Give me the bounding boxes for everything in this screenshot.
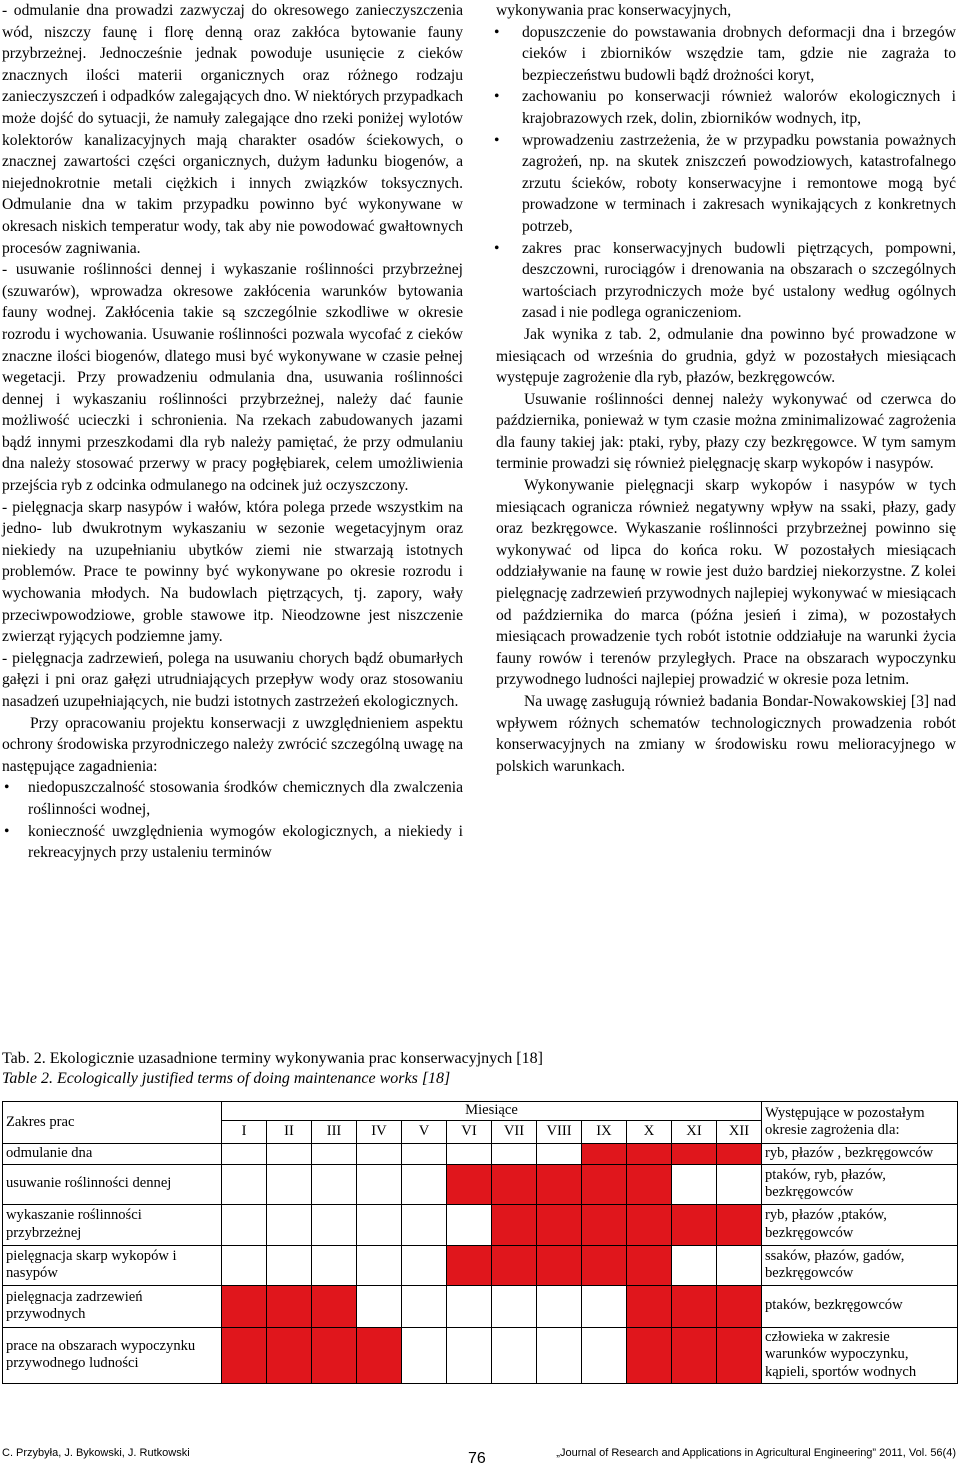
month-cell-active [627,1164,672,1204]
month-header-I: I [222,1120,267,1143]
month-header-X: X [627,1120,672,1143]
month-cell-empty [717,1164,762,1204]
table-row [3,1245,958,1285]
month-cell-empty [357,1204,402,1245]
left-paragraph: Przy opracowaniu projektu konserwacji z uwzględnieniem aspektu ochrony środowiska przyrodniczego należy zwrócić szczególną uwagę na następujące zagadnienia: [2,714,463,775]
row-threats-cell: ptaków, ryb, płazów, bezkręgowców [762,1164,958,1204]
table-caption-polish: Tab. 2. Ekologicznie uzasadnione terminy wykonywania prac konserwacyjnych [18] [2,1050,543,1067]
month-cell-empty [222,1164,267,1204]
month-cell-active [447,1164,492,1204]
month-cell-active [627,1285,672,1327]
right-paragraph: Na uwagę zasługują również badania Bondar-Nowakowskiej [3] nad wpływem różnych schematów technologicznych prowadzenia robót konserwacyjnych na zmiany w środowisku rowu melioracyjnego w polskich warunkach. [496,693,956,775]
month-cell-empty [537,1143,582,1164]
month-cell-empty [447,1285,492,1327]
header-scope: Zakres prac [3,1102,222,1144]
month-cell-empty [402,1285,447,1327]
row-threats-cell: człowieka w zakresie warunków wypoczynku, kąpieli, sportów wodnych [762,1327,958,1383]
month-cell-active [537,1204,582,1245]
row-scope-cell: wykaszanie roślinności przybrzeżnej [3,1204,222,1245]
footer-journal: „Journal of Research and Applications in Agricultural Engineering” 2011, Vol. 56(4) [556,1447,956,1459]
row-scope-cell: pielęgnacja skarp wykopów i nasypów [3,1245,222,1285]
footer-authors: C. Przybyła, J. Bykowski, J. Rutkowski [2,1447,190,1459]
month-cell-active [672,1143,717,1164]
month-cell-empty [267,1245,312,1285]
header-threats: Występujące w pozostałym okresie zagrożenia dla: [762,1102,958,1144]
month-cell-empty [402,1327,447,1383]
month-cell-active [222,1327,267,1383]
month-cell-empty [357,1245,402,1285]
month-cell-active [672,1285,717,1327]
month-cell-empty [402,1204,447,1245]
month-header-XI: XI [672,1120,717,1143]
month-cell-empty [312,1164,357,1204]
left-paragraph: - usuwanie roślinności dennej i wykaszanie roślinności przybrzeżnej (szuwarów), wprowadza okresowe zakłócenia warunków bytowania fauny wodnej. Zakłócenia takie są szczególnie szkodliwe w okresie rozrodu i wychowania. Usuwanie roślinności pozwala wycofać z cieków znaczne ilości biogenów, dlatego musi być wykonywane w czasie pełnej wegetacji. Przy prowadzeniu odmulania dna, usuwania roślinności dennej i wykaszaniu roślinności przybrzeżnej, należy dać faunie możliwość ucieczki i schronienia. Na rzekach zabudowanych jazami bądź innymi przeszkodami dla ryb należy pamiętać, że przy odmulaniu dna należy stosować przerwy w pracy pogłębiarek, celem umożliwienia przejścia ryb z odcinka odmulanego na odcinek już oczyszczony. [2,261,463,495]
month-cell-empty [267,1204,312,1245]
row-threats-cell: ryb, płazów ,ptaków, bezkręgowców [762,1204,958,1245]
month-cell-active [222,1285,267,1327]
row-scope-cell: pielęgnacja zadrzewień przywodnych [3,1285,222,1327]
table-row [3,1285,958,1327]
month-cell-empty [312,1143,357,1164]
month-cell-empty [492,1327,537,1383]
row-scope-cell: prace na obszarach wypoczynku przywodnego ludności [3,1327,222,1383]
maintenance-schedule-table [2,1101,958,1384]
month-cell-active [582,1143,627,1164]
month-cell-empty [222,1204,267,1245]
table-row [3,1204,958,1245]
right-paragraph: Usuwanie roślinności dennej należy wykonywać od czerwca do października, ponieważ w tym czasie można zminimalizować zagrożenia dla fauny takiej jak: ptaki, ryby, płazy czy bezkręgowce. W tym samym terminie prowadzi się również pielęgnację skarp wykopów i nasypów. [496,390,956,473]
table-row [3,1143,958,1164]
month-header-XII: XII [717,1120,762,1143]
month-cell-active [717,1143,762,1164]
month-header-V: V [402,1120,447,1143]
month-cell-active [357,1327,402,1383]
right-paragraph: Jak wynika z tab. 2, odmulanie dna powinno być prowadzone w miesiącach od września do grudnia, gdyż w pozostałych miesiącach występuje zagrożenie dla ryb, płazów, bezkręgowców. [496,325,956,387]
month-cell-active [537,1245,582,1285]
month-cell-empty [222,1245,267,1285]
month-cell-empty [672,1245,717,1285]
left-paragraph: - pielęgnacja skarp nasypów i wałów, która polega przede wszystkim na jedno- lub dwukrotnym wykaszaniu w sezonie wegetacyjnym oraz niekiedy na uzupełnianiu ubytków ziemi nie stwarzają istotnych problemów. Prace te powinny być wykonywane po okresie rozrodu i wychowania młodych. Na budowlach piętrzących, tj. zapory, wały przeciwpowodziowe, groble stawowe itp. Nieodzowne jest niszczenie zwierząt ryjących podziemne jamy. [2,498,463,646]
month-cell-active [447,1245,492,1285]
month-cell-empty [672,1164,717,1204]
month-header-VIII: VIII [537,1120,582,1143]
right-paragraph: Wykonywanie pielęgnacji skarp wykopów i nasypów w tych miesiącach ogranicza również negatywny wpływ na ssaki, płazy, gady oraz bezkręgowce. Wykaszanie roślinności przybrzeżnej powinno się wykonywać od lipca do końca roku. W pozostałych miesiącach oddziaływanie na faunę w rowie jest dużo bardziej niekorzystne. Z kolei pielęgnację zadrzewień przywodnych najlepiej wykonywać w miesiącach od października do marca (późna jesień i zima), w pozostałych miesiącach prowadzenie tych robót istotnie oddziałuje na warunki życia fauny rowów i terenów przyległych. Prace na obszarach wypoczynku przywodnego ludności najlepiej prowadzić w okresie poza letnim. [496,477,956,689]
right-paragraph: wykonywania prac konserwacyjnych, [496,2,732,19]
month-header-IX: IX [582,1120,627,1143]
row-threats-cell: ssaków, płazów, gadów, bezkręgowców [762,1245,958,1285]
month-cell-empty [312,1204,357,1245]
month-header-III: III [312,1120,357,1143]
month-cell-empty [492,1285,537,1327]
right-bullet-item: • zachowaniu po konserwacji również walorów ekologicznych i krajobrazowych rzek, dolin, zbiorników wodnych, itp, [496,86,956,129]
row-scope-cell: usuwanie roślinności dennej [3,1164,222,1204]
right-bullet-item: • zakres prac konserwacyjnych budowli piętrzących, pompowni, deszczowni, rurociągów i drenowania na obszarach o szczególnych wartościach przyrodniczych może być ustalony według ogólnych zasad i nie podlega ograniczeniom. [496,238,956,324]
month-cell-active [627,1204,672,1245]
month-cell-active [717,1285,762,1327]
month-header-IV: IV [357,1120,402,1143]
month-cell-empty [357,1164,402,1204]
month-cell-active [717,1327,762,1383]
row-threats-cell: ryb, płazów , bezkręgowców [762,1143,958,1164]
month-cell-active [717,1204,762,1245]
month-cell-empty [402,1164,447,1204]
month-cell-empty [582,1327,627,1383]
month-header-VII: VII [492,1120,537,1143]
month-cell-active [627,1143,672,1164]
month-cell-active [492,1245,537,1285]
month-header-II: II [267,1120,312,1143]
month-cell-empty [717,1245,762,1285]
month-cell-active [492,1204,537,1245]
table-caption-english: Table 2. Ecologically justified terms of doing maintenance works [18] [2,1070,451,1087]
left-text-column [2,0,463,864]
left-bullet-item: • konieczność uwzględnienia wymogów ekologicznych, a niekiedy i rekreacyjnych przy ustaleniu terminów [2,821,463,864]
row-threats-cell: ptaków, bezkręgowców [762,1285,958,1327]
month-cell-active [312,1327,357,1383]
month-header-VI: VI [447,1120,492,1143]
month-cell-empty [267,1143,312,1164]
month-cell-empty [312,1245,357,1285]
table-row [3,1164,958,1204]
month-cell-active [627,1245,672,1285]
table-header-row-1 [3,1102,958,1121]
month-cell-active [582,1245,627,1285]
right-bullet-item: • wprowadzeniu zastrzeżenia, że w przypadku powstania poważnych zagrożeń, np. na skutek zniszczeń powodziowych, katastrofalnego zrzutu ścieków, roboty konserwacyjne i remontowe mogą być prowadzone w terminach i zakresach wynikających z konkretnych potrzeb, [496,130,956,238]
header-months: Miesiące [222,1102,762,1121]
month-cell-active [537,1164,582,1204]
left-paragraph: - pielęgnacja zadrzewień, polega na usuwaniu chorych bądź obumarłych gałęzi i pni oraz gałęzi utrudniających przepływ wody oraz stosowaniu nasadzeń uzupełniających, nie budzi istotnych zastrzeżeń ekologicznych. [2,649,463,710]
right-bullet-item: • dopuszczenie do powstawania drobnych deformacji dna i brzegów cieków i zbiorników wszędzie tam, gdzie nie zagraża to bezpieczeństwu budowli bądź drożności koryt, [496,22,956,87]
month-cell-empty [267,1164,312,1204]
month-cell-empty [357,1143,402,1164]
month-cell-empty [492,1143,537,1164]
left-paragraph: - odmulanie dna prowadzi zazwyczaj do okresowego zanieczyszczenia wód, niszczy faunę i florę denną oraz zakłóca bytowanie fauny przybrzeżnej. Jednocześnie jednak powoduje usunięcie z cieków znacznych ilości materii organicznych oraz różnego rodzaju zanieczyszczeń i odpadków zalegających dno. W niektórych przypadkach może dojść do sytuacji, że namuły zalegające dno rzeki poniżej wylotów kolektorów kanalizacyjnych mają charakter osadów ściekowych, o znacznej zawartości części organicznych, dużym ładunku biogenów, a niejednokrotnie metali ciężkich i innych związków toksycznych. Odmulanie dna w takim przypadku powinno być wykonywane w okresach niskich temperatur wody, tak aby nie powodować gwałtownych procesów zagniwania. [2,2,463,257]
month-cell-empty [582,1285,627,1327]
month-cell-empty [357,1285,402,1327]
month-cell-active [672,1204,717,1245]
month-cell-active [312,1285,357,1327]
month-cell-active [267,1285,312,1327]
month-cell-empty [402,1245,447,1285]
table-row [3,1327,958,1383]
page-number: 76 [468,1450,486,1467]
month-cell-empty [537,1285,582,1327]
month-cell-empty [222,1143,267,1164]
month-cell-empty [537,1327,582,1383]
month-cell-empty [402,1143,447,1164]
month-cell-active [627,1327,672,1383]
month-cell-empty [447,1143,492,1164]
month-cell-active [582,1164,627,1204]
month-cell-active [582,1204,627,1245]
month-cell-active [492,1164,537,1204]
month-cell-active [672,1327,717,1383]
left-bullet-item: • niedopuszczalność stosowania środków chemicznych dla zwalczenia roślinności wodnej, [2,777,463,820]
month-cell-empty [447,1204,492,1245]
row-scope-cell: odmulanie dna [3,1143,222,1164]
right-text-column [496,0,956,777]
month-cell-empty [447,1327,492,1383]
month-cell-active [267,1327,312,1383]
